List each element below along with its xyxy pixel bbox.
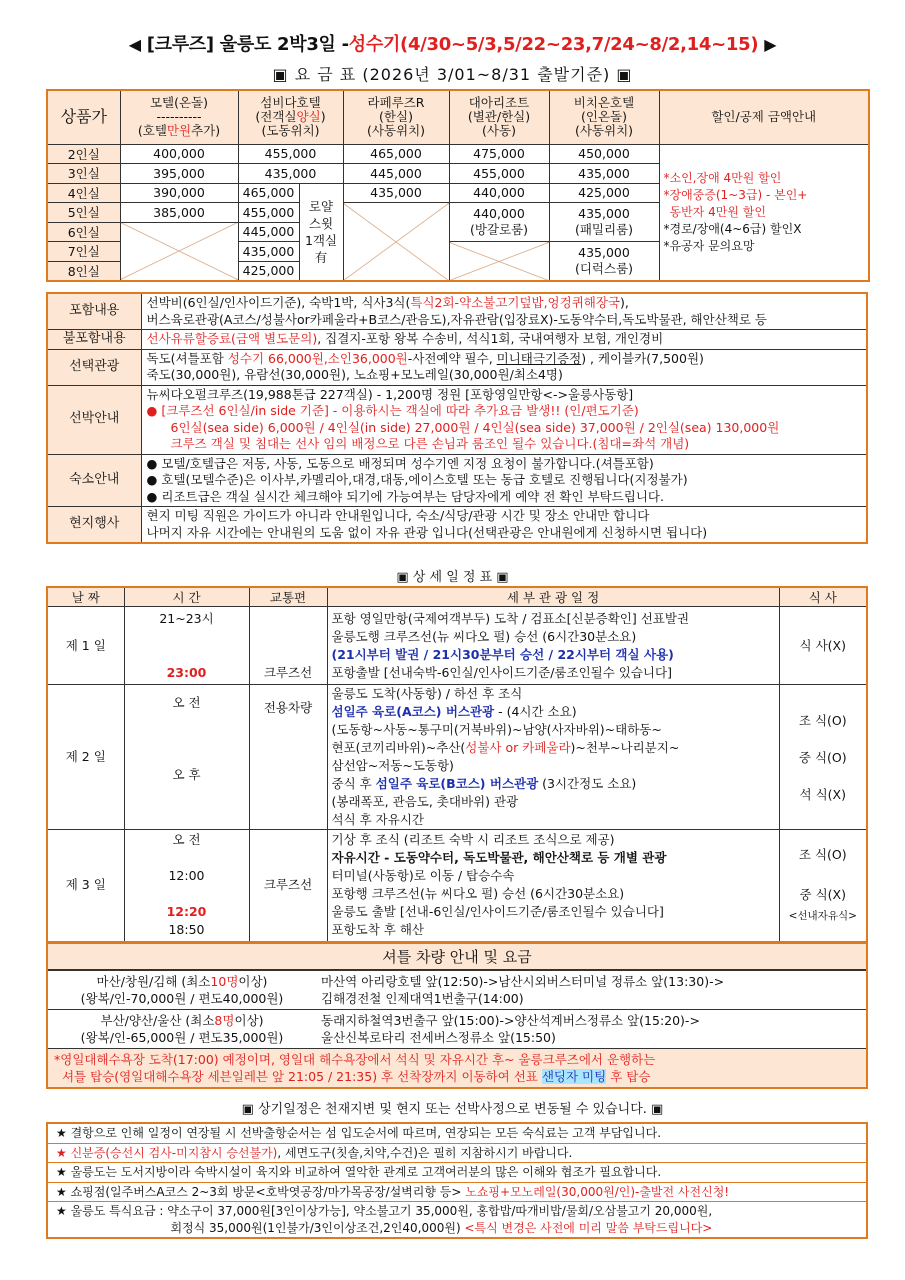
discount-info: *소인,장애 4만원 할인 *장애중증(1~3급) - 본인+ 동반자 4만원 할인 *경로/장애(4~6급) 할인X *유공자 문의요망 <box>659 144 869 281</box>
footer-note: ★ 결항으로 인해 일정이 연장될 시 선박출항순서는 섬 입도순서에 따르며, 연장되는 모든 숙식료는 고객 부담입니다. <box>48 1124 866 1144</box>
title-season: 성수기(4/30~5/3,5/22~23,7/24~8/2,14~15) <box>348 34 759 55</box>
col-sumbida: 섬비다호텔 (전객실양실) (도동위치) <box>238 90 343 144</box>
col-laperouse: 라페루즈R (한실) (사동위치) <box>343 90 449 144</box>
schedule-table: 날 짜 시 간 교통편 세 부 관 광 일 정 식 사 제 1 일 21~23시 23:00 크루즈선 포항 영일만항(국제여객부두) 도착 / 검표소[신분증확인] 선표발권 울릉도행 크루즈선(뉴 씨다오 펄) 승선 (6시간30분소요) (21시부터 발권 / 21시30분부터 승선 / 22시부터 객실 사용) 포항출발 [선내숙박-6인실/인사이드기준/룸조인될수 있습니다] 식 사(X) 제 2 일 오 전 오 후 전용차량 울릉도 도착(사동항) / 하선 후 조식 섬일주 육로(A코스) 버스관광 - (4시간 소요) (도동항~사동~통구미(거북바위)~남양(사자바위)~태하동~ 현포(코끼리바위)~추산(성불사 or 카페울라)~천부~나리분지~ 삼선암~저동~도동항) 중식 후 섬일주 육로(B코스) 버스관광 (3시간정도 소요) (봉래폭포, 관음도, 촛대바위) 관광 석식 후 자유시간 조 식(O) 중 식(O) 석 식(X) 제 3 일 오 전 12:00 12:20 18:50 크루즈선 기상 후 조식 (리조트 숙박 시 리조트 조식으로 제공) 자유시간 - 도동약수터, 독도박물관, 해안산책로 등 개별 관광 터미널(사동항)로 이동 / 탑승수속 포항행 크루즈선(뉴 씨다오 펄) 승선 (6시간30분소요) 울릉도 출발 [선내-6인실/인사이드기준/룸조인될수 있습니다] 포항도착 후 해산 조 식(O) 중 식(X) <선내자유식> <box>46 586 868 943</box>
unavailable-cell <box>449 242 549 281</box>
footer-note: ★ 신분증(승선시 검사-미지참시 승선불가), 세면도구(칫솔,치약,수건)은 필히 지참하시기 바랍니다. <box>48 1144 866 1164</box>
shuttle-row: 부산/양산/울산 (최소8명이상) (왕복/인-65,000원 / 편도35,000원) 동래지하철역3번출구 앞(15:00)->양산석계버스정류소 앞(15:20)-> 울산신복로타리 전세버스정류소 앞(15:50) <box>48 1010 866 1049</box>
exclude-row: 불포함내용 선사유류할증료(금액 별도문의), 집결지-포항 왕복 수송비, 석식1회, 국내여행자 보험, 개인경비 <box>47 330 867 350</box>
col-motel: 모텔(온돌) ---------- (호텔만원추가) <box>120 90 238 144</box>
include-row: 포함내용 선박비(6인실/인사이드기준), 숙박1박, 식사3식(특식2회-약소불고기덮밥,엉겅퀴해장국), 버스육로관광(A코스/성불사or카페울라+B코스/관음도),자유관람(입장료X)-도동약수터,독도박물관, 해안산책로 등 <box>47 293 867 330</box>
table-row: 5인실 385,000 455,000 440,000 (방갈로룸) 435,000 (패밀리룸) <box>47 203 869 223</box>
schedule-title: ▣ 상 세 일 정 표 ▣ <box>396 570 509 585</box>
info-table <box>46 292 868 544</box>
left-arrow-icon: ◀ <box>128 35 141 54</box>
beach-deluxe-room: 435,000 (디럭스룸) <box>549 242 659 281</box>
table-row: 7인실 435,000 435,000 (디럭스룸) <box>47 242 869 262</box>
table-row: 2인실 400,000 455,000 465,000 475,000 450,000 *소인,장애 4만원 할인 *장애중증(1~3급) - 본인+ 동반자 4만원 할인 *경로/장애(4~6급) 할인X *유공자 문의요망 <box>47 144 869 164</box>
table-row: 6인실 445,000 <box>47 222 869 242</box>
footer-notes <box>46 1122 868 1239</box>
footer-note: ★ 울릉도는 도서지방이라 숙박시설이 육지와 비교하여 열악한 관계로 고객여러분의 많은 이해와 협조가 필요합니다. <box>48 1163 866 1183</box>
table-row: 8인실 425,000 <box>47 261 869 281</box>
local-event-row: 현지행사 현지 미팅 직원은 가이드가 아니라 안내원입니다, 숙소/식당/관광 시간 및 장소 안내만 합니다 나머지 자유 시간에는 안내원의 도움 없이 자유 관광 입니다(선택관광은 안내원에게 신청하시면 됩니다) <box>47 507 867 544</box>
day-1-row: 제 1 일 21~23시 23:00 크루즈선 포항 영일만항(국제여객부두) 도착 / 검표소[신분증확인] 선표발권 울릉도행 크루즈선(뉴 씨다오 펄) 승선 (6시간30분소요) (21시부터 발권 / 21시30분부터 승선 / 22시부터 객실 사용) 포항출발 [선내숙박-6인실/인사이드기준/룸조인될수 있습니다] 식 사(X) <box>47 607 867 685</box>
footer-note: ★ 울릉도 특식요금 : 약소구이 37,000원[3인이상가능], 약소불고기 35,000원, 홍합밥/따개비밥/물회/오삼불고기 20,000원, 회정식 35,000원(1인불가/3인이상조건,2인40,000원) <특식 변경은 사전에 미리 말씀 부탁드립니다> <box>56 1204 713 1235</box>
daea-large-room: 440,000 (방갈로룸) <box>449 203 549 242</box>
col-daea: 대아리조트 (별관/한실) (사동) <box>449 90 549 144</box>
col-discount: 할인/공제 금액안내 <box>659 90 869 144</box>
royal-suite-note: 로얄 스윗 1객실 有 <box>299 183 343 281</box>
page-title <box>0 30 905 56</box>
day-2-row: 제 2 일 오 전 오 후 전용차량 울릉도 도착(사동항) / 하선 후 조식 섬일주 육로(A코스) 버스관광 - (4시간 소요) (도동항~사동~통구미(거북바위)~남양(사자바위)~태하동~ 현포(코끼리바위)~추산(성불사 or 카페울라)~천부~나리분지~ 삼선암~저동~도동항) 중식 후 섬일주 육로(B코스) 버스관광 (3시간정도 소요) (봉래폭포, 관음도, 촛대바위) 관광 석식 후 자유시간 조 식(O) 중 식(O) 석 식(X) <box>47 685 867 830</box>
unavailable-cell <box>120 222 238 281</box>
table-row: 3인실 395,000 435,000 445,000 455,000 435,000 <box>47 164 869 184</box>
change-notice: ▣ 상기일정은 천재지변 및 현지 또는 선박사정으로 변동될 수 있습니다. ▣ <box>241 1102 664 1117</box>
shuttle-section <box>46 942 868 1089</box>
shuttle-title: 셔틀 차량 안내 및 요금 <box>48 944 866 970</box>
price-table <box>46 89 870 282</box>
col-product: 상품가 <box>47 90 120 144</box>
title-main: [크루즈] 울릉도 2박3일 - <box>146 34 349 55</box>
ship-info-row: 선박안내 뉴씨다오펄크루즈(19,988톤급 227객실) - 1,200명 정원 [포항영일만항<->울릉사동항] ● [크루즈선 6인실/in side 기준] - 이용하시는 객실에 따라 추가요금 발생!! (인/편도기준) 6인실(sea side) 6,000원 / 4인실(in side) 27,000원 / 4인실(sea side) 37,000원 / 2인실(sea) 130,000원 크루즈 객실 및 침대는 선사 임의 배정으로 다른 손님과 룸조인 될수 있습니다.(침대=좌석 개념) <box>47 385 867 454</box>
beach-family-room: 435,000 (패밀리룸) <box>549 203 659 242</box>
footer-note: ★ 쇼핑점(일주버스A코스 2~3회 방문<호박엿공장/마가목공장/설벽리향 등> 노쇼핑+모노레일(30,000원/인)-출발전 사전신청! <box>48 1183 866 1203</box>
optional-tour-row: 선택관광 독도(셔틀포함 성수기 66,000원,소인36,000원-사전예약 필수, 미니태극기증정) , 케이블카(7,500원) 죽도(30,000원), 유람선(30,000원), 노쇼핑+모노레일(30,000원/최소4명) <box>47 349 867 385</box>
price-table-title: ▣ 요 금 표 (2026년 3/01~8/31 출발기준) ▣ <box>272 65 633 84</box>
shuttle-note: *영일대해수욕장 도착(17:00) 예정이며, 영일대 해수욕장에서 석식 및 자유시간 후~ 울릉크루즈에서 운행하는 셔틀 탑승(영일대해수욕장 세븐일레븐 앞 21:05 / 21:35) 후 선착장까지 이동하여 선표 샌딩자 미팅 후 탑승 <box>48 1049 866 1087</box>
col-beach: 비치온호텔 (인온돌) (사동위치) <box>549 90 659 144</box>
shuttle-row: 마산/창원/김해 (최소10명이상) (왕복/인-70,000원 / 편도40,000원) 마산역 아리랑호텔 앞(12:50)->남산시외버스터미널 정류소 앞(13:30)-> 김해경전철 인제대역1번출구(14:00) <box>48 971 866 1010</box>
table-row: 4인실 390,000 465,000 로얄 스윗 1객실 有 435,000 440,000 425,000 <box>47 183 869 203</box>
day-3-row: 제 3 일 오 전 12:00 12:20 18:50 크루즈선 기상 후 조식 (리조트 숙박 시 리조트 조식으로 제공) 자유시간 - 도동약수터, 독도박물관, 해안산책로 등 개별 관광 터미널(사동항)로 이동 / 탑승수속 포항행 크루즈선(뉴 씨다오 펄) 승선 (6시간30분소요) 울릉도 출발 [선내-6인실/인사이드기준/룸조인될수 있습니다] 포항도착 후 해산 조 식(O) 중 식(X) <선내자유식> <box>47 830 867 942</box>
right-arrow-icon: ▶ <box>764 35 777 54</box>
unavailable-cell <box>343 203 449 281</box>
lodging-row: 숙소안내 ● 모텔/호텔급은 저동, 사동, 도동으로 배정되며 성수기엔 지정 요청이 불가합니다.(셔틀포함) ● 호텔(모텔수준)은 이사부,카멜리아,대경,대동,에이스호텔 또는 동급 호텔로 진행됩니다(지정불가) ● 리조트급은 객실 실시간 체크해야 되기에 가능여부는 담당자에게 예약 전 확인 부탁드립니다. <box>47 454 867 507</box>
